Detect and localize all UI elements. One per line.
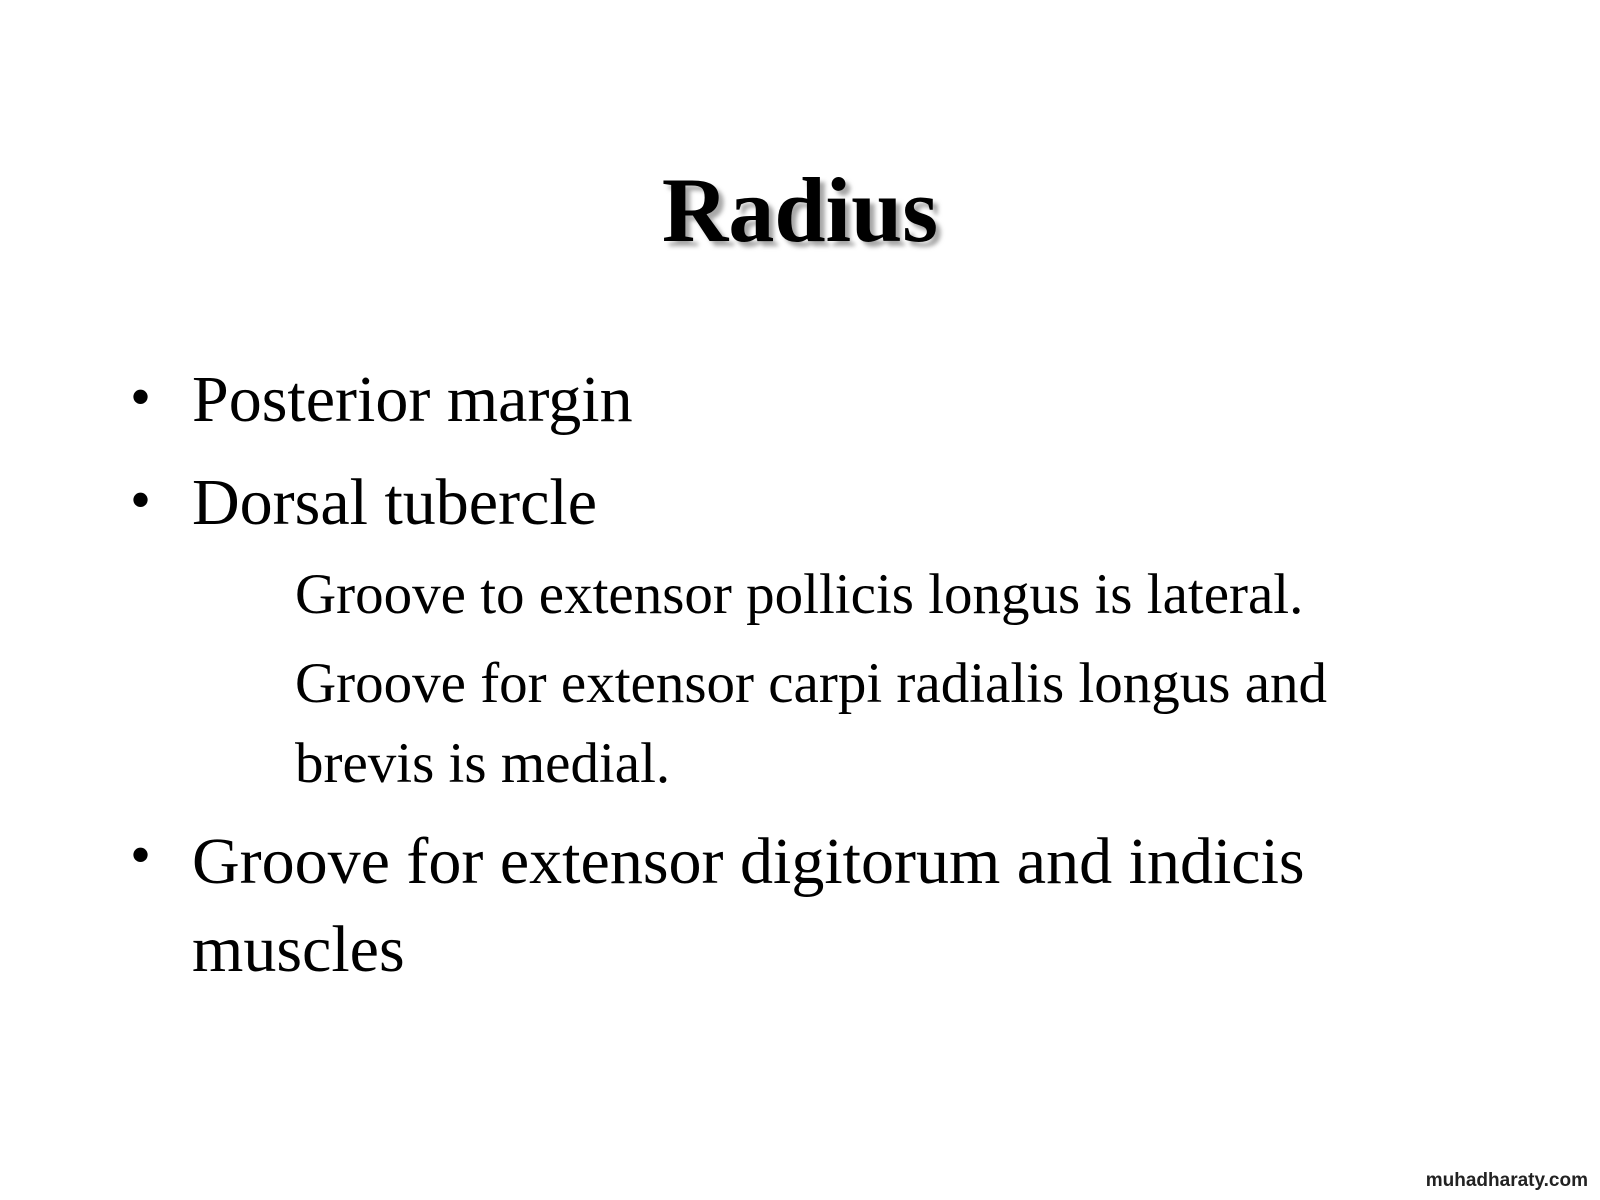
sub-item: Groove for extensor carpi radialis longus and brevis is medial. <box>295 652 1328 795</box>
bullet-text: Posterior margin <box>192 363 633 436</box>
bullet-item <box>130 818 1442 994</box>
bullet-text: Dorsal tubercle <box>192 466 597 539</box>
bullet-item <box>130 360 1442 440</box>
slide-title: Radius <box>661 159 939 261</box>
footer-watermark: muhadharaty.com <box>1425 1170 1588 1191</box>
sub-item: Groove to extensor pollicis longus is lateral. <box>295 563 1304 626</box>
bullet-text: Groove for extensor digitorum and indicis muscles <box>192 825 1305 986</box>
bullet-marker: • <box>130 822 152 888</box>
bullet-marker: • <box>130 364 152 430</box>
bullet-item <box>130 463 1442 543</box>
bullet-marker: • <box>130 467 152 533</box>
